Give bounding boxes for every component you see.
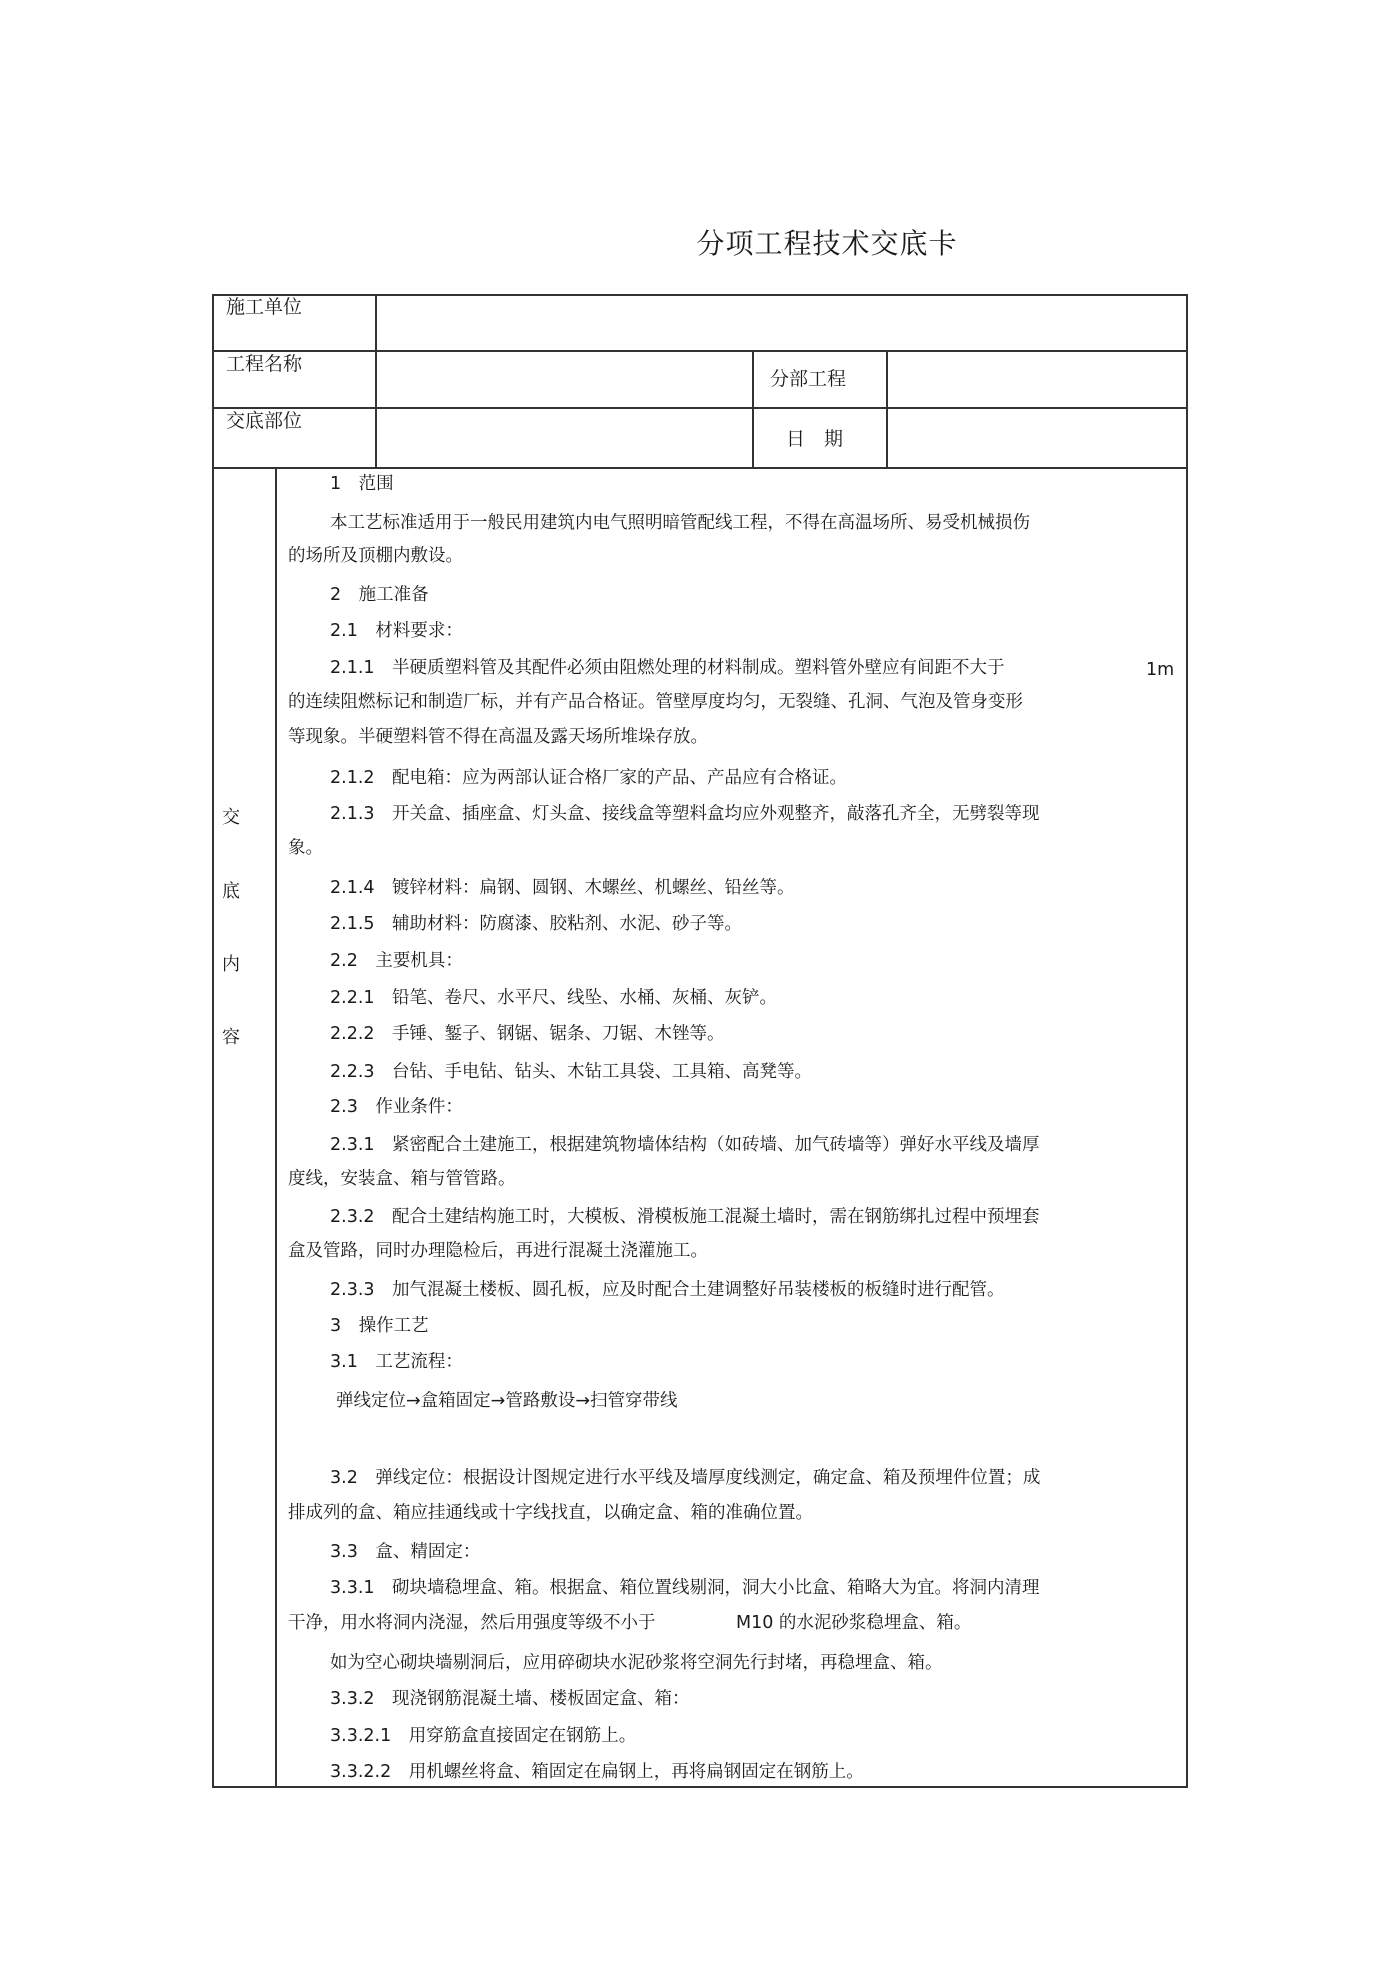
content-line: 3 操作工艺 [330,1316,429,1336]
table-row-divider [212,407,1188,409]
side-label-char: 容 [222,1027,240,1048]
content-line: 3.3.2.2 用机螺丝将盒、箱固定在扁钢上，再将扁钢固定在钢筋上。 [330,1762,864,1782]
content-line: 本工艺标准适用于一般民用建筑内电气照明暗管配线工程，不得在高温场所、易受机械损伤 [330,513,1030,533]
content-line: 如为空心砌块墙剔洞后，应用碎砌块水泥砂浆将空洞先行封堵，再稳埋盒、箱。 [330,1653,943,1673]
content-border-bottom [212,1786,1188,1788]
content-line: 2.2 主要机具： [330,951,463,971]
content-line: 2.1.1 半硬质塑料管及其配件必须由阻燃处理的材料制成。塑料管外壁应有间距不大于 [330,658,1005,678]
content-line: 3.3.2.1 用穿筋盒直接固定在钢筋上。 [330,1726,637,1746]
label-location: 交底部位 [226,410,303,432]
content-line: 3.1 工艺流程： [330,1352,463,1372]
content-line: 弹线定位→盒箱固定→管路敷设→扫管穿带线 [336,1391,678,1411]
content-line: 2.1 材料要求： [330,621,463,641]
content-line: 2.1.5 辅助材料：防腐漆、胶粘剂、水泥、砂子等。 [330,914,743,934]
content-line: 2.3 作业条件： [330,1097,463,1117]
content-line: 度线，安装盒、箱与管管路。 [288,1169,516,1189]
content-line: 3.2 弹线定位：根据设计图规定进行水平线及墙厚度线测定，确定盒、箱及预埋件位置；成 [330,1468,1041,1488]
table-col-divider [752,350,754,467]
label-sub-project: 分部工程 [770,368,847,390]
content-line: 的连续阻燃标记和制造厂标，并有产品合格证。管壁厚度均匀，无裂缝、孔洞、气泡及管身变形 [288,692,1023,712]
content-line: 干净，用水将洞内浇湿，然后用强度等级不小于 [288,1613,656,1633]
label-project: 工程名称 [226,353,303,375]
table-border-top [212,294,1188,296]
table-col-divider [375,294,377,467]
table-col-divider [886,350,888,467]
content-line: 2 施工准备 [330,585,429,605]
content-line: 2.2.3 台钻、手电钻、钻头、木钻工具袋、工具箱、高凳等。 [330,1062,813,1082]
content-line: 1m [1146,660,1175,680]
content-line: 排成列的盒、箱应挂通线或十字线找直，以确定盒、箱的准确位置。 [288,1503,813,1523]
page-title: 分项工程技术交底卡 [696,227,958,260]
content-line: 2.2.2 手锤、錾子、钢锯、锯条、刀锯、木锉等。 [330,1024,725,1044]
content-line: 3.3.2 现浇钢筋混凝土墙、楼板固定盒、箱： [330,1689,690,1709]
content-line: 象。 [288,838,323,858]
content-line: 2.1.3 开关盒、插座盒、灯头盒、接线盒等塑料盒均应外观整齐，敲落孔齐全，无劈裂等现 [330,804,1040,824]
side-label-char: 交 [222,807,240,828]
table-row-divider [212,467,1188,469]
side-label-char: 底 [222,881,240,902]
table-border-left [212,294,214,467]
content-line: 2.1.2 配电箱：应为两部认证合格厂家的产品、产品应有合格证。 [330,768,848,788]
content-line: 2.2.1 铅笔、卷尺、水平尺、线坠、水桶、灰桶、灰铲。 [330,988,778,1008]
content-line: 等现象。半硬塑料管不得在高温及露天场所堆垛存放。 [288,727,708,747]
content-line: 2.1.4 镀锌材料：扁钢、圆钢、木螺丝、机螺丝、铅丝等。 [330,878,795,898]
table-border-right [1186,294,1188,467]
content-line: 2.3.1 紧密配合土建施工，根据建筑物墙体结构（如砖墙、加气砖墙等）弹好水平线及墙厚 [330,1135,1040,1155]
content-border-right [1186,467,1188,1787]
side-label-char: 内 [222,954,240,975]
label-date: 日 期 [786,428,844,450]
content-line: 的场所及顶棚内敷设。 [288,546,463,566]
content-line: 盒及管路，同时办理隐检后，再进行混凝土浇灌施工。 [288,1241,708,1261]
label-unit: 施工单位 [226,296,303,318]
content-line: 2.3.3 加气混凝土楼板、圆孔板，应及时配合土建调整好吊装楼板的板缝时进行配管。 [330,1280,1005,1300]
content-border-left [212,467,214,1787]
content-line: 3.3 盒、精固定： [330,1542,481,1562]
content-line: 3.3.1 砌块墙稳埋盒、箱。根据盒、箱位置线剔洞，洞大小比盒、箱略大为宜。将洞内清理 [330,1578,1040,1598]
content-line: 1 范围 [330,474,394,494]
content-col-divider [275,467,277,1787]
content-line: M10 的水泥砂浆稳埋盒、箱。 [736,1613,972,1633]
content-line: 2.3.2 配合土建结构施工时，大模板、滑模板施工混凝土墙时，需在钢筋绑扎过程中预埋套 [330,1207,1040,1227]
table-row-divider [212,350,1188,352]
